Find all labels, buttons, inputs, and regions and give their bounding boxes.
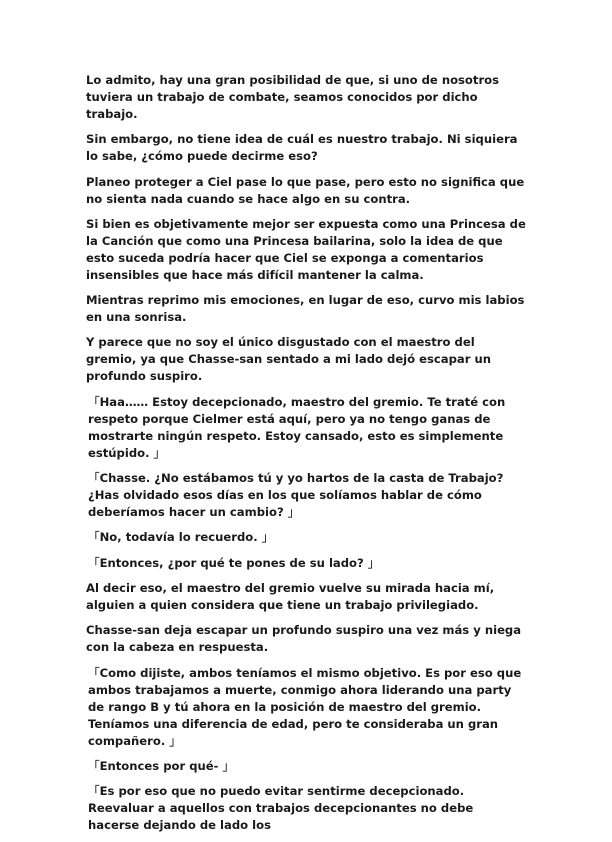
dialogue-paragraph: 「Chasse. ¿No estábamos tú y yo hartos de la casta de Trabajo? ¿Has olvidado esos días en los que solíamos hablar de cómo deberíamos hacer un cambio? 」 [88,471,504,520]
paragraph: Mientras reprimo mis emociones, en lugar de eso, curvo mis labios en una sonrisa. [86,293,525,325]
paragraph: Chasse-san deja escapar un profundo suspiro una vez más y niega con la cabeza en respuesta. [86,623,522,655]
paragraph: Lo admito, hay una gran posibilidad de que, si uno de nosotros tuviera un trabajo de combate, seamos conocidos por dicho trabajo. [86,73,500,121]
paragraph: Al decir eso, el maestro del gremio vuelve su mirada hacia mí, alguien a quien considera que tiene un trabajo privilegiado. [86,580,495,612]
dialogue-paragraph: 「Como dijiste, ambos teníamos el mismo objetivo. Es por eso que ambos trabajamos a muerte, conmigo ahora liderando una party de rango B y tú ahora en la posición de maestro del gremio. Teníamos una diferencia de edad, pero te consideraba un gran compañero. 」 [88,665,522,748]
dialogue-paragraph: 「Entonces por qué- 」 [88,758,235,773]
dialogue-paragraph: 「No, todavía lo recuerdo. 」 [88,530,274,545]
dialogue-paragraph: 「Es por eso que no puedo evitar sentirme decepcionado. Reevaluar a aquellos con trabajos decepcionantes no debe hacerse dejando de lado los [88,784,474,833]
paragraph: Si bien es objetivamente mejor ser expuesta como una Princesa de la Canción que como una Princesa bailarina, solo la idea de que esto suceda podría hacer que Ciel se exponga a comentarios insensibles que hace más difícil mantener la calma. [86,216,526,282]
paragraph: Planeo proteger a Ciel pase lo que pase, pero esto no significa que no sienta nada cuando se hace algo en su contra. [86,174,525,206]
document-body [86,72,526,842]
paragraph: Y parece que no soy el único disgustado con el maestro del gremio, ya que Chasse-san sentado a mi lado dejó escapar un profundo suspiro. [86,335,492,384]
paragraph: Sin embargo, no tiene idea de cuál es nuestro trabajo. Ni siquiera lo sabe, ¿cómo puede decirme eso? [86,132,518,164]
dialogue-paragraph: 「Entonces, ¿por qué te pones de su lado? 」 [88,555,380,570]
dialogue-paragraph: 「Haa…… Estoy decepcionado, maestro del gremio. Te traté con respeto porque Cielmer está aquí, pero ya no tengo ganas de mostrarte ningún respeto. Estoy cansado, esto es simplemente estúpido. 」 [88,394,506,460]
